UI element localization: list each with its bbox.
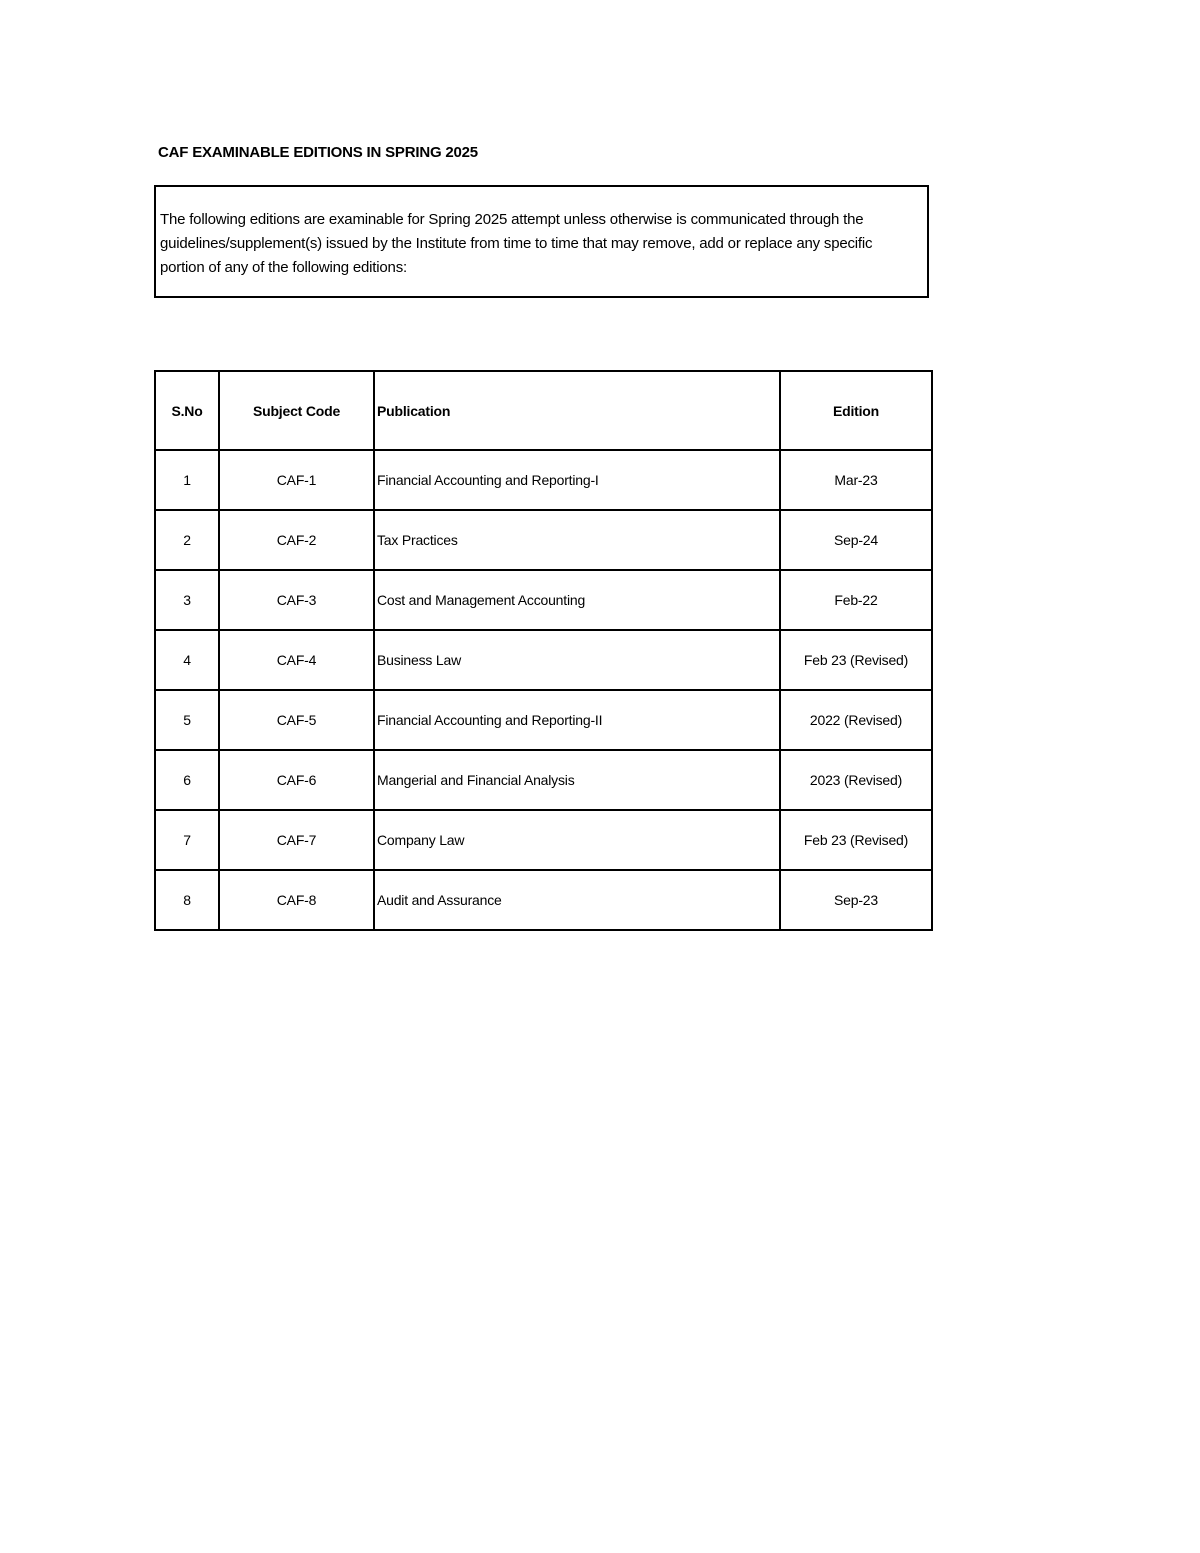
cell-sno: 2 <box>155 510 219 570</box>
table-header-row <box>155 371 932 450</box>
cell-edition: Feb-22 <box>780 570 932 630</box>
cell-subject-code: CAF-7 <box>219 810 374 870</box>
cell-publication: Mangerial and Financial Analysis <box>374 750 780 810</box>
cell-edition: Sep-23 <box>780 870 932 930</box>
cell-sno: 1 <box>155 450 219 510</box>
cell-edition: Mar-23 <box>780 450 932 510</box>
table-row <box>155 450 932 510</box>
cell-edition: Feb 23 (Revised) <box>780 810 932 870</box>
cell-publication: Business Law <box>374 630 780 690</box>
cell-edition: 2022 (Revised) <box>780 690 932 750</box>
table-row <box>155 750 932 810</box>
header-publication: Publication <box>374 371 780 450</box>
table-row <box>155 810 932 870</box>
cell-subject-code: CAF-8 <box>219 870 374 930</box>
cell-subject-code: CAF-1 <box>219 450 374 510</box>
cell-publication: Audit and Assurance <box>374 870 780 930</box>
notice-box <box>154 185 929 298</box>
cell-sno: 7 <box>155 810 219 870</box>
header-subject-code: Subject Code <box>219 371 374 450</box>
page-title: CAF EXAMINABLE EDITIONS IN SPRING 2025 <box>158 144 478 161</box>
table-row <box>155 570 932 630</box>
cell-sno: 3 <box>155 570 219 630</box>
cell-edition: Feb 23 (Revised) <box>780 630 932 690</box>
cell-publication: Cost and Management Accounting <box>374 570 780 630</box>
cell-publication: Company Law <box>374 810 780 870</box>
cell-publication: Financial Accounting and Reporting-I <box>374 450 780 510</box>
cell-subject-code: CAF-4 <box>219 630 374 690</box>
header-edition: Edition <box>780 371 932 450</box>
cell-sno: 4 <box>155 630 219 690</box>
table-row <box>155 870 932 930</box>
cell-sno: 6 <box>155 750 219 810</box>
cell-sno: 8 <box>155 870 219 930</box>
cell-subject-code: CAF-6 <box>219 750 374 810</box>
cell-publication: Financial Accounting and Reporting-II <box>374 690 780 750</box>
table-row <box>155 510 932 570</box>
cell-subject-code: CAF-5 <box>219 690 374 750</box>
table-row <box>155 630 932 690</box>
cell-edition: Sep-24 <box>780 510 932 570</box>
cell-subject-code: CAF-2 <box>219 510 374 570</box>
table-row <box>155 690 932 750</box>
header-sno: S.No <box>155 371 219 450</box>
cell-publication: Tax Practices <box>374 510 780 570</box>
cell-subject-code: CAF-3 <box>219 570 374 630</box>
cell-sno: 5 <box>155 690 219 750</box>
notice-text: The following editions are examinable for Spring 2025 attempt unless otherwise is communicated through the guidelines/supplement(s) issued by the Institute from time to time that may remove, add or replace any specific portion of any of the following editions: <box>160 211 873 276</box>
cell-edition: 2023 (Revised) <box>780 750 932 810</box>
editions-table <box>154 370 933 931</box>
